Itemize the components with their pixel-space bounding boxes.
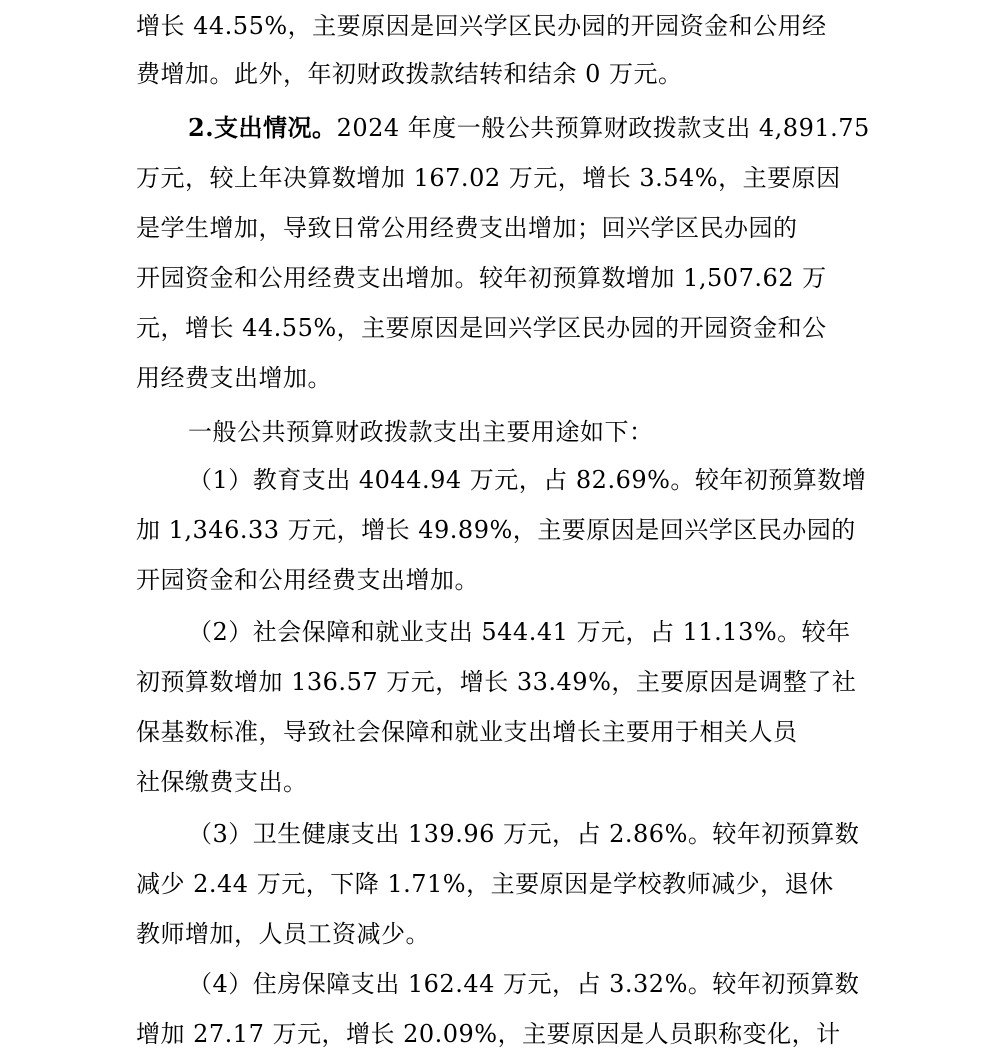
text-span: 2024 年度一般公共预算财政拨款支出 4,891.75 [336, 114, 870, 142]
text-line: 是学生增加，导致日常公用经费支出增加；回兴学区民办园的 [136, 214, 798, 242]
text-line: 元，增长 44.55%，主要原因是回兴学区民办园的开园资金和公 [136, 314, 827, 342]
text-line: 教师增加，人员工资减少。 [136, 920, 430, 948]
text-line: 开园资金和公用经费支出增加。 [136, 566, 479, 594]
text-line: 社保缴费支出。 [136, 768, 308, 796]
text-line: 万元，较上年决算数增加 167.02 万元，增长 3.54%，主要原因 [136, 164, 841, 192]
list-item-line: （2）社会保障和就业支出 544.41 万元，占 11.13%。较年 [188, 618, 851, 646]
document-page [136, 0, 874, 1056]
paragraph-first-line [188, 108, 870, 148]
list-item-line: （4）住房保障支出 162.44 万元，占 3.32%。较年初预算数 [188, 970, 860, 998]
text-line: 保基数标准，导致社会保障和就业支出增长主要用于相关人员 [136, 718, 798, 746]
list-item-line: （3）卫生健康支出 139.96 万元，占 2.86%。较年初预算数 [188, 820, 860, 848]
text-line: 初预算数增加 136.57 万元，增长 33.49%，主要原因是调整了社 [136, 668, 857, 696]
text-line: 开园资金和公用经费支出增加。较年初预算数增加 1,507.62 万 [136, 264, 827, 292]
text-line: 增加 27.17 万元，增长 20.09%，主要原因是人员职称变化，计 [136, 1020, 841, 1048]
text-line: 用经费支出增加。 [136, 364, 332, 392]
section-heading: 2.支出情况。 [188, 113, 337, 142]
text-line: 一般公共预算财政拨款支出主要用途如下： [188, 418, 654, 446]
text-line: 增长 44.55%，主要原因是回兴学区民办园的开园资金和公用经 [136, 12, 827, 40]
text-line: 费增加。此外，年初财政拨款结转和结余 0 万元。 [136, 60, 683, 88]
text-line: 减少 2.44 万元，下降 1.71%，主要原因是学校教师减少，退休 [136, 870, 834, 898]
text-line: 加 1,346.33 万元，增长 49.89%，主要原因是回兴学区民办园的 [136, 516, 856, 544]
list-item-line: （1）教育支出 4044.94 万元，占 82.69%。较年初预算数增 [188, 466, 867, 494]
